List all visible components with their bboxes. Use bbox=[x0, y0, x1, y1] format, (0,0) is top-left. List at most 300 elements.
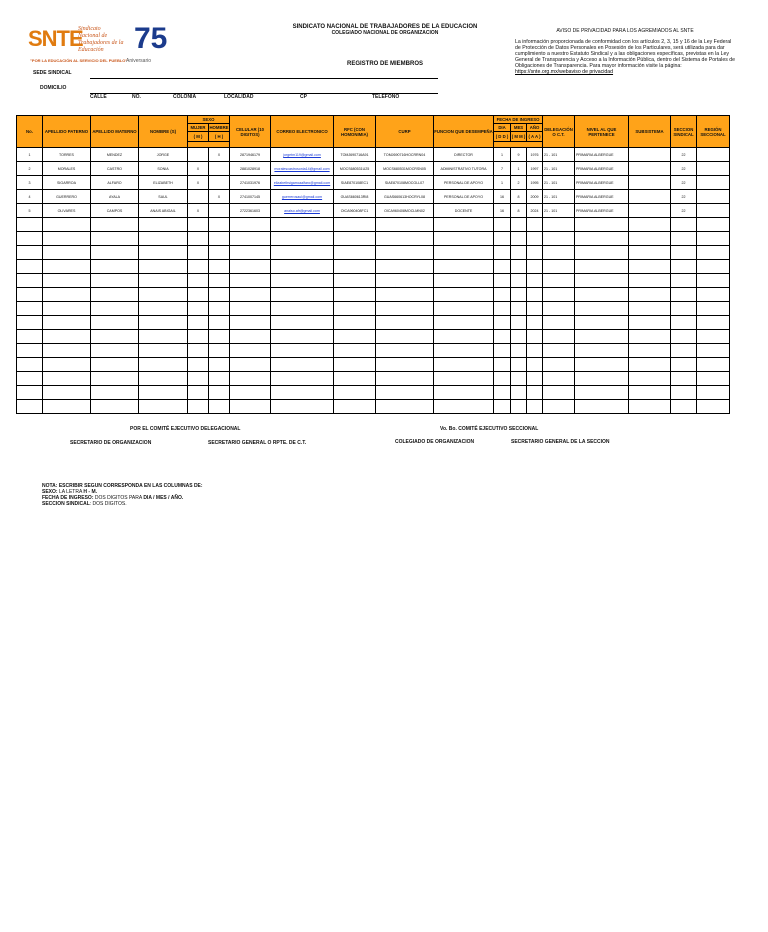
empty-cell[interactable] bbox=[43, 386, 91, 400]
empty-cell[interactable] bbox=[271, 232, 334, 246]
row-curp[interactable]: TOMJ690716HOCRRN04 bbox=[376, 148, 434, 162]
row-region[interactable] bbox=[697, 190, 730, 204]
empty-cell[interactable] bbox=[17, 232, 43, 246]
empty-cell[interactable] bbox=[188, 400, 209, 414]
empty-cell[interactable] bbox=[527, 288, 543, 302]
empty-cell[interactable] bbox=[17, 400, 43, 414]
empty-cell[interactable] bbox=[376, 386, 434, 400]
row-curp[interactable]: OICA960408MOCLMN02 bbox=[376, 204, 434, 218]
empty-cell[interactable] bbox=[575, 372, 629, 386]
empty-cell[interactable] bbox=[209, 358, 230, 372]
empty-cell[interactable] bbox=[230, 400, 271, 414]
empty-cell[interactable] bbox=[671, 386, 697, 400]
empty-cell[interactable] bbox=[334, 386, 376, 400]
row-region[interactable] bbox=[697, 162, 730, 176]
empty-cell[interactable] bbox=[334, 232, 376, 246]
empty-cell[interactable] bbox=[575, 274, 629, 288]
empty-cell[interactable] bbox=[271, 330, 334, 344]
empty-cell[interactable] bbox=[697, 344, 730, 358]
row-sexo-h[interactable]: X bbox=[209, 190, 230, 204]
row-mes[interactable]: 9 bbox=[511, 148, 527, 162]
row-celular[interactable]: 2741031976 bbox=[230, 176, 271, 190]
empty-cell[interactable] bbox=[188, 288, 209, 302]
empty-cell[interactable] bbox=[334, 372, 376, 386]
empty-cell[interactable] bbox=[271, 302, 334, 316]
row-seccion[interactable]: 22 bbox=[671, 148, 697, 162]
empty-cell[interactable] bbox=[697, 302, 730, 316]
empty-cell[interactable] bbox=[17, 358, 43, 372]
empty-cell[interactable] bbox=[43, 274, 91, 288]
empty-cell[interactable] bbox=[527, 260, 543, 274]
empty-cell[interactable] bbox=[434, 330, 494, 344]
empty-cell[interactable] bbox=[17, 260, 43, 274]
row-apellido-materno[interactable]: AYALA bbox=[91, 190, 139, 204]
empty-cell[interactable] bbox=[139, 232, 188, 246]
empty-cell[interactable] bbox=[697, 218, 730, 232]
empty-cell[interactable] bbox=[697, 372, 730, 386]
empty-cell[interactable] bbox=[334, 302, 376, 316]
row-rfc[interactable]: SIAE870108EC1 bbox=[334, 176, 376, 190]
empty-cell[interactable] bbox=[376, 288, 434, 302]
empty-cell[interactable] bbox=[334, 218, 376, 232]
empty-cell[interactable] bbox=[43, 330, 91, 344]
empty-cell[interactable] bbox=[511, 218, 527, 232]
empty-cell[interactable] bbox=[527, 372, 543, 386]
empty-cell[interactable] bbox=[91, 386, 139, 400]
row-ano[interactable]: 1995 bbox=[527, 176, 543, 190]
empty-cell[interactable] bbox=[91, 218, 139, 232]
empty-cell[interactable] bbox=[527, 316, 543, 330]
empty-cell[interactable] bbox=[575, 344, 629, 358]
empty-cell[interactable] bbox=[527, 274, 543, 288]
empty-cell[interactable] bbox=[527, 400, 543, 414]
row-subsistema[interactable] bbox=[629, 176, 671, 190]
empty-cell[interactable] bbox=[511, 246, 527, 260]
empty-cell[interactable] bbox=[697, 232, 730, 246]
empty-cell[interactable] bbox=[230, 386, 271, 400]
empty-cell[interactable] bbox=[188, 344, 209, 358]
empty-cell[interactable] bbox=[17, 330, 43, 344]
row-nombre[interactable]: ELIZABETH bbox=[139, 176, 188, 190]
privacy-link[interactable]: https://snte.org.mx/webaviso de privacidad bbox=[515, 69, 614, 75]
row-apellido-paterno[interactable]: OLIVARES bbox=[43, 204, 91, 218]
empty-cell[interactable] bbox=[697, 386, 730, 400]
row-no[interactable]: 2 bbox=[17, 162, 43, 176]
empty-cell[interactable] bbox=[17, 302, 43, 316]
row-delegacion[interactable]: 21 - 101 bbox=[543, 176, 575, 190]
row-nombre[interactable]: ANAIS ABIGAIL bbox=[139, 204, 188, 218]
empty-cell[interactable] bbox=[334, 316, 376, 330]
row-no[interactable]: 5 bbox=[17, 204, 43, 218]
row-dia[interactable]: 16 bbox=[494, 204, 511, 218]
row-delegacion[interactable]: 21 - 101 bbox=[543, 190, 575, 204]
empty-cell[interactable] bbox=[527, 386, 543, 400]
empty-cell[interactable] bbox=[629, 330, 671, 344]
empty-cell[interactable] bbox=[91, 358, 139, 372]
empty-cell[interactable] bbox=[139, 386, 188, 400]
empty-cell[interactable] bbox=[543, 358, 575, 372]
row-region[interactable] bbox=[697, 176, 730, 190]
empty-cell[interactable] bbox=[671, 330, 697, 344]
empty-cell[interactable] bbox=[511, 316, 527, 330]
empty-cell[interactable] bbox=[43, 288, 91, 302]
row-nombre[interactable]: SONIA bbox=[139, 162, 188, 176]
empty-cell[interactable] bbox=[671, 302, 697, 316]
empty-cell[interactable] bbox=[43, 232, 91, 246]
empty-cell[interactable] bbox=[434, 358, 494, 372]
row-subsistema[interactable] bbox=[629, 190, 671, 204]
row-nivel[interactable]: PRIMARIA ALBERGUE bbox=[575, 204, 629, 218]
row-sexo-h[interactable] bbox=[209, 176, 230, 190]
empty-cell[interactable] bbox=[697, 316, 730, 330]
empty-cell[interactable] bbox=[543, 344, 575, 358]
empty-cell[interactable] bbox=[376, 316, 434, 330]
empty-cell[interactable] bbox=[139, 330, 188, 344]
empty-cell[interactable] bbox=[511, 274, 527, 288]
row-apellido-materno[interactable]: CASTRO bbox=[91, 162, 139, 176]
empty-cell[interactable] bbox=[671, 372, 697, 386]
empty-cell[interactable] bbox=[575, 400, 629, 414]
empty-cell[interactable] bbox=[494, 330, 511, 344]
empty-cell[interactable] bbox=[494, 400, 511, 414]
empty-cell[interactable] bbox=[230, 316, 271, 330]
empty-cell[interactable] bbox=[91, 316, 139, 330]
empty-cell[interactable] bbox=[209, 218, 230, 232]
row-sexo-h[interactable] bbox=[209, 204, 230, 218]
empty-cell[interactable] bbox=[271, 274, 334, 288]
empty-cell[interactable] bbox=[494, 260, 511, 274]
empty-cell[interactable] bbox=[209, 232, 230, 246]
empty-cell[interactable] bbox=[188, 330, 209, 344]
empty-cell[interactable] bbox=[334, 330, 376, 344]
empty-cell[interactable] bbox=[91, 274, 139, 288]
row-curp[interactable]: GUAS660613HOCRYL08 bbox=[376, 190, 434, 204]
empty-cell[interactable] bbox=[434, 218, 494, 232]
row-ano[interactable]: 1976 bbox=[527, 148, 543, 162]
empty-cell[interactable] bbox=[271, 358, 334, 372]
empty-cell[interactable] bbox=[629, 218, 671, 232]
empty-cell[interactable] bbox=[697, 274, 730, 288]
empty-cell[interactable] bbox=[511, 358, 527, 372]
row-funcion[interactable]: DOCENTE bbox=[434, 204, 494, 218]
empty-cell[interactable] bbox=[527, 358, 543, 372]
empty-cell[interactable] bbox=[91, 302, 139, 316]
row-sexo-m[interactable] bbox=[188, 190, 209, 204]
row-seccion[interactable]: 22 bbox=[671, 190, 697, 204]
empty-cell[interactable] bbox=[697, 260, 730, 274]
empty-cell[interactable] bbox=[209, 330, 230, 344]
empty-cell[interactable] bbox=[494, 274, 511, 288]
empty-cell[interactable] bbox=[671, 344, 697, 358]
empty-cell[interactable] bbox=[629, 372, 671, 386]
empty-cell[interactable] bbox=[376, 232, 434, 246]
empty-cell[interactable] bbox=[494, 316, 511, 330]
empty-cell[interactable] bbox=[139, 400, 188, 414]
empty-cell[interactable] bbox=[527, 344, 543, 358]
empty-cell[interactable] bbox=[91, 344, 139, 358]
row-ano[interactable]: 2009 bbox=[527, 190, 543, 204]
row-apellido-paterno[interactable]: GUERRERO bbox=[43, 190, 91, 204]
row-rfc[interactable]: OICA960408FC1 bbox=[334, 204, 376, 218]
empty-cell[interactable] bbox=[434, 400, 494, 414]
empty-cell[interactable] bbox=[527, 232, 543, 246]
empty-cell[interactable] bbox=[209, 344, 230, 358]
row-sexo-m[interactable] bbox=[188, 148, 209, 162]
empty-cell[interactable] bbox=[629, 386, 671, 400]
row-correo[interactable]: jorgetm119@gmail.com bbox=[271, 148, 334, 162]
row-no[interactable]: 4 bbox=[17, 190, 43, 204]
empty-cell[interactable] bbox=[575, 260, 629, 274]
empty-cell[interactable] bbox=[17, 218, 43, 232]
row-no[interactable]: 1 bbox=[17, 148, 43, 162]
empty-cell[interactable] bbox=[494, 232, 511, 246]
empty-cell[interactable] bbox=[543, 316, 575, 330]
empty-cell[interactable] bbox=[511, 232, 527, 246]
empty-cell[interactable] bbox=[697, 400, 730, 414]
empty-cell[interactable] bbox=[494, 218, 511, 232]
empty-cell[interactable] bbox=[376, 358, 434, 372]
empty-cell[interactable] bbox=[511, 386, 527, 400]
row-curp[interactable]: SIAE870108MOCGLL07 bbox=[376, 176, 434, 190]
empty-cell[interactable] bbox=[91, 400, 139, 414]
empty-cell[interactable] bbox=[511, 260, 527, 274]
empty-cell[interactable] bbox=[543, 288, 575, 302]
empty-cell[interactable] bbox=[91, 372, 139, 386]
empty-cell[interactable] bbox=[139, 358, 188, 372]
empty-cell[interactable] bbox=[376, 274, 434, 288]
empty-cell[interactable] bbox=[671, 400, 697, 414]
empty-cell[interactable] bbox=[17, 316, 43, 330]
row-seccion[interactable]: 22 bbox=[671, 204, 697, 218]
row-rfc[interactable]: MOCS680531U25 bbox=[334, 162, 376, 176]
empty-cell[interactable] bbox=[271, 218, 334, 232]
empty-cell[interactable] bbox=[17, 386, 43, 400]
row-celular[interactable]: 2871946179 bbox=[230, 148, 271, 162]
empty-cell[interactable] bbox=[434, 372, 494, 386]
empty-cell[interactable] bbox=[629, 246, 671, 260]
row-funcion[interactable]: DIRECTOR bbox=[434, 148, 494, 162]
empty-cell[interactable] bbox=[271, 288, 334, 302]
empty-cell[interactable] bbox=[271, 372, 334, 386]
empty-cell[interactable] bbox=[575, 288, 629, 302]
empty-cell[interactable] bbox=[188, 386, 209, 400]
empty-cell[interactable] bbox=[271, 386, 334, 400]
empty-cell[interactable] bbox=[494, 288, 511, 302]
empty-cell[interactable] bbox=[543, 330, 575, 344]
row-ano[interactable]: 2024 bbox=[527, 204, 543, 218]
empty-cell[interactable] bbox=[575, 246, 629, 260]
empty-cell[interactable] bbox=[575, 316, 629, 330]
empty-cell[interactable] bbox=[17, 246, 43, 260]
row-mes[interactable]: 1 bbox=[511, 162, 527, 176]
empty-cell[interactable] bbox=[376, 260, 434, 274]
empty-cell[interactable] bbox=[334, 260, 376, 274]
row-celular[interactable]: 2722361603 bbox=[230, 204, 271, 218]
empty-cell[interactable] bbox=[629, 400, 671, 414]
empty-cell[interactable] bbox=[629, 316, 671, 330]
empty-cell[interactable] bbox=[188, 260, 209, 274]
empty-cell[interactable] bbox=[511, 330, 527, 344]
empty-cell[interactable] bbox=[434, 386, 494, 400]
row-nivel[interactable]: PRIMARIA ALBERGUE bbox=[575, 190, 629, 204]
row-celular[interactable]: 2881028918 bbox=[230, 162, 271, 176]
row-sexo-m[interactable]: X bbox=[188, 176, 209, 190]
empty-cell[interactable] bbox=[494, 344, 511, 358]
empty-cell[interactable] bbox=[17, 372, 43, 386]
empty-cell[interactable] bbox=[43, 358, 91, 372]
empty-cell[interactable] bbox=[434, 274, 494, 288]
empty-cell[interactable] bbox=[209, 386, 230, 400]
empty-cell[interactable] bbox=[671, 358, 697, 372]
empty-cell[interactable] bbox=[139, 302, 188, 316]
empty-cell[interactable] bbox=[543, 302, 575, 316]
empty-cell[interactable] bbox=[334, 246, 376, 260]
empty-cell[interactable] bbox=[697, 358, 730, 372]
row-region[interactable] bbox=[697, 204, 730, 218]
empty-cell[interactable] bbox=[230, 260, 271, 274]
empty-cell[interactable] bbox=[527, 246, 543, 260]
row-subsistema[interactable] bbox=[629, 162, 671, 176]
empty-cell[interactable] bbox=[671, 260, 697, 274]
empty-cell[interactable] bbox=[697, 288, 730, 302]
empty-cell[interactable] bbox=[671, 246, 697, 260]
row-nivel[interactable]: PRIMARIA ALBERGUE bbox=[575, 176, 629, 190]
empty-cell[interactable] bbox=[629, 302, 671, 316]
row-mes[interactable]: 8 bbox=[511, 190, 527, 204]
empty-cell[interactable] bbox=[575, 302, 629, 316]
empty-cell[interactable] bbox=[43, 246, 91, 260]
row-dia[interactable]: 1 bbox=[494, 176, 511, 190]
empty-cell[interactable] bbox=[434, 302, 494, 316]
empty-cell[interactable] bbox=[230, 344, 271, 358]
row-region[interactable] bbox=[697, 148, 730, 162]
row-apellido-materno[interactable]: MENDEZ bbox=[91, 148, 139, 162]
empty-cell[interactable] bbox=[17, 344, 43, 358]
empty-cell[interactable] bbox=[575, 232, 629, 246]
empty-cell[interactable] bbox=[629, 232, 671, 246]
row-ano[interactable]: 1997 bbox=[527, 162, 543, 176]
row-delegacion[interactable]: 21 - 101 bbox=[543, 148, 575, 162]
empty-cell[interactable] bbox=[230, 288, 271, 302]
empty-cell[interactable] bbox=[334, 344, 376, 358]
empty-cell[interactable] bbox=[188, 218, 209, 232]
row-mes[interactable]: 8 bbox=[511, 204, 527, 218]
empty-cell[interactable] bbox=[271, 316, 334, 330]
empty-cell[interactable] bbox=[209, 372, 230, 386]
empty-cell[interactable] bbox=[43, 218, 91, 232]
empty-cell[interactable] bbox=[494, 246, 511, 260]
row-funcion[interactable]: ADMINISTRATIVO TUTORA bbox=[434, 162, 494, 176]
empty-cell[interactable] bbox=[376, 344, 434, 358]
empty-cell[interactable] bbox=[575, 386, 629, 400]
empty-cell[interactable] bbox=[271, 400, 334, 414]
empty-cell[interactable] bbox=[376, 218, 434, 232]
empty-cell[interactable] bbox=[230, 302, 271, 316]
empty-cell[interactable] bbox=[209, 274, 230, 288]
empty-cell[interactable] bbox=[230, 274, 271, 288]
empty-cell[interactable] bbox=[209, 316, 230, 330]
empty-cell[interactable] bbox=[376, 330, 434, 344]
empty-cell[interactable] bbox=[188, 232, 209, 246]
empty-cell[interactable] bbox=[629, 274, 671, 288]
empty-cell[interactable] bbox=[376, 372, 434, 386]
row-dia[interactable]: 1 bbox=[494, 148, 511, 162]
empty-cell[interactable] bbox=[43, 260, 91, 274]
empty-cell[interactable] bbox=[139, 260, 188, 274]
empty-cell[interactable] bbox=[188, 302, 209, 316]
empty-cell[interactable] bbox=[434, 246, 494, 260]
empty-cell[interactable] bbox=[43, 372, 91, 386]
empty-cell[interactable] bbox=[543, 274, 575, 288]
row-correo[interactable]: moralescastrosonia14@gmail.com bbox=[271, 162, 334, 176]
row-apellido-paterno[interactable]: MORALES bbox=[43, 162, 91, 176]
row-dia[interactable]: 7 bbox=[494, 162, 511, 176]
empty-cell[interactable] bbox=[543, 400, 575, 414]
row-apellido-materno[interactable]: ALFARO bbox=[91, 176, 139, 190]
row-dia[interactable]: 16 bbox=[494, 190, 511, 204]
empty-cell[interactable] bbox=[271, 344, 334, 358]
empty-cell[interactable] bbox=[334, 400, 376, 414]
empty-cell[interactable] bbox=[543, 232, 575, 246]
row-rfc[interactable]: TOMJ690716A91 bbox=[334, 148, 376, 162]
empty-cell[interactable] bbox=[139, 316, 188, 330]
row-correo[interactable]: guerrerosaul@gmail.com bbox=[271, 190, 334, 204]
empty-cell[interactable] bbox=[511, 302, 527, 316]
empty-cell[interactable] bbox=[629, 288, 671, 302]
empty-cell[interactable] bbox=[139, 372, 188, 386]
empty-cell[interactable] bbox=[543, 218, 575, 232]
empty-cell[interactable] bbox=[671, 288, 697, 302]
empty-cell[interactable] bbox=[543, 386, 575, 400]
row-correo[interactable]: elizabethsigarroaalfaro@gmail.com bbox=[271, 176, 334, 190]
empty-cell[interactable] bbox=[527, 218, 543, 232]
row-delegacion[interactable]: 21 - 101 bbox=[543, 204, 575, 218]
empty-cell[interactable] bbox=[334, 274, 376, 288]
empty-cell[interactable] bbox=[17, 274, 43, 288]
row-nivel[interactable]: PRIMARIA ALBERGUE bbox=[575, 162, 629, 176]
empty-cell[interactable] bbox=[17, 288, 43, 302]
empty-cell[interactable] bbox=[629, 344, 671, 358]
empty-cell[interactable] bbox=[434, 288, 494, 302]
row-nivel[interactable]: PRIMARIA ALBERGUE bbox=[575, 148, 629, 162]
empty-cell[interactable] bbox=[376, 400, 434, 414]
empty-cell[interactable] bbox=[671, 232, 697, 246]
empty-cell[interactable] bbox=[43, 316, 91, 330]
empty-cell[interactable] bbox=[376, 302, 434, 316]
row-apellido-materno[interactable]: CAMPOS bbox=[91, 204, 139, 218]
row-correo[interactable]: anaiso.afr@gmail.com bbox=[271, 204, 334, 218]
empty-cell[interactable] bbox=[575, 218, 629, 232]
empty-cell[interactable] bbox=[139, 218, 188, 232]
row-apellido-paterno[interactable]: TORRES bbox=[43, 148, 91, 162]
empty-cell[interactable] bbox=[697, 330, 730, 344]
empty-cell[interactable] bbox=[139, 246, 188, 260]
empty-cell[interactable] bbox=[230, 358, 271, 372]
row-funcion[interactable]: PERSONAL DE APOYO bbox=[434, 190, 494, 204]
empty-cell[interactable] bbox=[230, 218, 271, 232]
row-nombre[interactable]: JORGE bbox=[139, 148, 188, 162]
empty-cell[interactable] bbox=[91, 246, 139, 260]
row-subsistema[interactable] bbox=[629, 204, 671, 218]
empty-cell[interactable] bbox=[494, 358, 511, 372]
empty-cell[interactable] bbox=[629, 358, 671, 372]
empty-cell[interactable] bbox=[91, 260, 139, 274]
empty-cell[interactable] bbox=[511, 372, 527, 386]
empty-cell[interactable] bbox=[527, 302, 543, 316]
row-sexo-m[interactable]: X bbox=[188, 162, 209, 176]
empty-cell[interactable] bbox=[43, 302, 91, 316]
empty-cell[interactable] bbox=[91, 330, 139, 344]
